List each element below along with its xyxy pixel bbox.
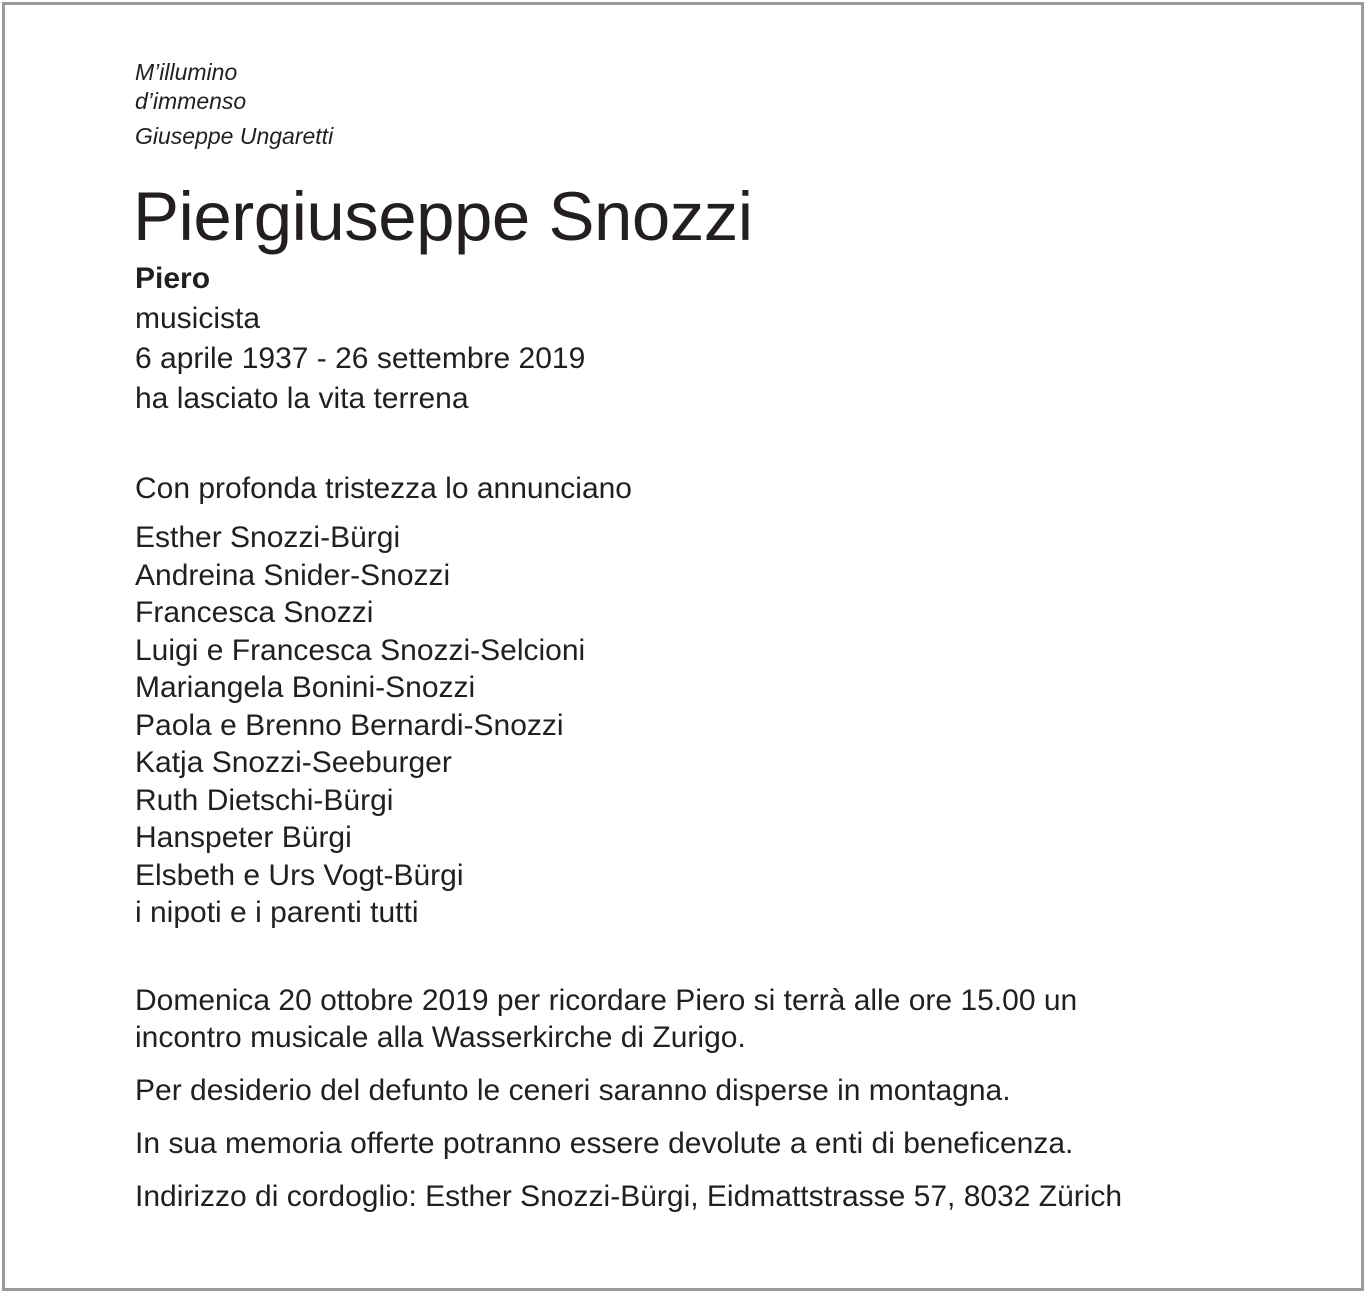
relative-item: Francesca Snozzi: [135, 596, 374, 629]
obituary-notice: [135, 58, 1335, 1215]
ceremony-line-2: incontro musicale alla Wasserkirche di Zurigo.: [135, 1020, 746, 1054]
deceased-nickname: Piero: [135, 262, 211, 295]
deceased-statement: ha lasciato la vita terrena: [135, 382, 469, 415]
relative-item: Ruth Dietschi-Bürgi: [135, 783, 394, 817]
epigraph: [135, 58, 1335, 151]
relative-item: Paola e Brenno Bernardi-Snozzi: [135, 708, 564, 742]
ceremony-line-1: Domenica 20 ottobre 2019 per ricordare Piero si terrà alle ore 15.00 un: [135, 983, 1078, 1017]
ashes-notice: Per desiderio del defunto le ceneri saranno disperse in montagna.: [135, 1073, 1011, 1107]
epigraph-line-2: d’immenso: [135, 88, 247, 114]
announcement: Con profonda tristezza lo annunciano: [135, 472, 632, 505]
relative-item: Esther Snozzi-Bürgi: [135, 521, 401, 554]
deceased-profession: musicista: [135, 302, 261, 335]
relative-item: Luigi e Francesca Snozzi-Selcioni: [135, 633, 586, 667]
epigraph-author: Giuseppe Ungaretti: [135, 123, 334, 149]
deceased-name: Piergiuseppe Snozzi: [133, 178, 753, 255]
relative-item: i nipoti e i parenti tutti: [135, 896, 419, 929]
relatives-list: [135, 519, 1335, 932]
relative-item: Andreina Snider-Snozzi: [135, 558, 451, 592]
epigraph-line-1: M’illumino: [135, 59, 238, 85]
ceremony-notice: [135, 982, 1335, 1056]
donations-notice: In sua memoria offerte potranno essere devolute a enti di beneficenza.: [135, 1126, 1074, 1160]
relative-item: Mariangela Bonini-Snozzi: [135, 671, 476, 704]
relative-item: Katja Snozzi-Seeburger: [135, 746, 452, 779]
relative-item: Elsbeth e Urs Vogt-Bürgi: [135, 858, 464, 892]
relative-item: Hanspeter Bürgi: [135, 821, 352, 854]
condolence-address: Indirizzo di cordoglio: Esther Snozzi-Bürgi, Eidmattstrasse 57, 8032 Zürich: [135, 1179, 1123, 1213]
deceased-dates: 6 aprile 1937 - 26 settembre 2019: [135, 342, 586, 375]
